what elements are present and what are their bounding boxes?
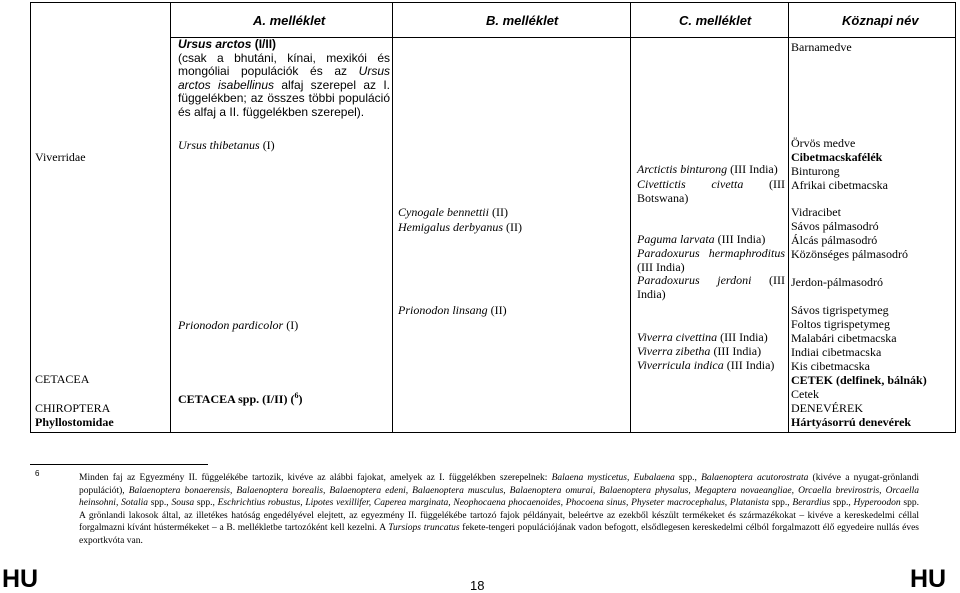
annex-a-ursus-thibetanus bbox=[178, 138, 275, 152]
footnote-species: Balaenoptera acutorostrata bbox=[701, 473, 809, 483]
footnote-species: Berardius bbox=[792, 498, 831, 508]
column-divider bbox=[788, 2, 789, 433]
annex-code: (I) bbox=[286, 318, 299, 332]
common-kozonseges-palmasodro: Közönséges pálmasodró bbox=[791, 247, 908, 261]
footnote-segment: spp. A grönlandi lakosok által, az illetékes hatóság engedélyével elejtett, az egyezmény II. függelékébe tartozó fajok példányait, beleértve az ezekből készült termékeket és származékokat – kivéve a kereskedelmi céllal forgalmazni kívánt hústermékeket – a B. mellékletbe tartozóként kell kezelni. A bbox=[79, 498, 919, 533]
annex-code: (III India) bbox=[717, 232, 766, 246]
species-name: Ursus arctos bbox=[178, 37, 252, 51]
header-annex-c: C. melléklet bbox=[679, 13, 752, 28]
header-common-name: Köznapi név bbox=[842, 13, 919, 28]
annex-c-civettictis bbox=[637, 178, 785, 205]
common-alcas-palmasodro: Álcás pálmasodró bbox=[791, 233, 878, 247]
annex-c-viverra-civettina bbox=[637, 331, 785, 345]
column-divider bbox=[392, 2, 393, 433]
footnote-segment: Minden faj az Egyezmény II. függelékébe tartozik, kivéve az alábbi fajokat, amelyek az I. függelékben szerepelnek: bbox=[79, 473, 552, 483]
annex-a-ursus-arctos bbox=[178, 38, 390, 119]
species-name: Viverra civettina bbox=[637, 330, 718, 344]
species-name: CETACEA spp. (I/II) ( bbox=[178, 392, 295, 406]
annex-code: (III India) bbox=[726, 358, 775, 372]
species-note: (csak a bhutáni, kínai, mexikói és mongóliai populációk és az bbox=[178, 50, 390, 78]
footer-country-right: HU bbox=[910, 565, 947, 593]
common-indiai-cibetmacska: Indiai cibetmacska bbox=[791, 345, 882, 359]
footnote-species: Hyperoodon bbox=[853, 498, 901, 508]
footnote-species: Eschrichtius robustus, Lipotes vexillifer, Caperea marginata, Neophocaena phocaenoides, Phocoena sinus, Physeter macrocephalus, Platanista bbox=[217, 498, 769, 508]
annex-code: (III India) bbox=[730, 162, 778, 176]
annex-code: (II) bbox=[506, 220, 522, 234]
annex-code: (I) bbox=[262, 138, 275, 152]
footnote-segment: spp., bbox=[674, 473, 697, 483]
footnote-segment: spp., bbox=[768, 498, 793, 508]
common-jerdon-palmasodro: Jerdon-pálmasodró bbox=[791, 275, 883, 289]
footnote-species: Balaena mysticetus, Eubalaena bbox=[551, 473, 675, 483]
common-savos-palmasodro: Sávos pálmasodró bbox=[791, 219, 879, 233]
column-divider bbox=[630, 2, 631, 433]
annex-c-viverricula bbox=[637, 359, 785, 373]
common-barnamedve: Barnamedve bbox=[791, 40, 852, 54]
species-name: Paradoxurus jerdoni bbox=[637, 273, 752, 287]
annex-code: (III India) bbox=[637, 259, 685, 274]
species-note: alfaj szerepel az I. függelékben; az összes többi populáció és alfaj a II. függelékben szerepel). bbox=[178, 77, 390, 119]
species-name: Civettictis civetta bbox=[637, 177, 744, 191]
annex-code: (III India) bbox=[637, 273, 785, 301]
common-cetek: Cetek bbox=[791, 387, 819, 401]
annex-a-prionodon-pardicolor bbox=[178, 318, 298, 332]
footnote-text bbox=[79, 472, 919, 547]
common-hartyasorru-denevérek: Hártyásorrú denevérek bbox=[791, 415, 912, 429]
footnote-segment: (kivéve a nyugat-grönlandi populációt), bbox=[79, 473, 920, 496]
species-name: Paguma larvata bbox=[637, 232, 715, 246]
annex-c-paguma bbox=[637, 233, 785, 247]
footnote-segment: spp., bbox=[830, 498, 854, 508]
species-name: Hemigalus derbyanus bbox=[398, 220, 503, 234]
annex-b-hemigalus bbox=[398, 220, 522, 234]
species-name: Prionodon pardicolor bbox=[178, 318, 284, 332]
species-name: Arctictis binturong bbox=[637, 162, 728, 176]
footnote-species: Tursiops truncatus bbox=[388, 523, 460, 533]
family-chiroptera: CHIROPTERA bbox=[35, 401, 111, 415]
annex-c-arctictis bbox=[637, 163, 785, 177]
annex-code: (III India) bbox=[720, 330, 768, 344]
annex-c-viverra-zibetha bbox=[637, 345, 785, 359]
footnote-segment: spp., bbox=[147, 498, 172, 508]
common-foltos-tigrispetymeg: Foltos tigrispetymeg bbox=[791, 317, 890, 331]
annex-b-cynogale bbox=[398, 205, 508, 219]
footnote-ref[interactable]: 6 bbox=[294, 391, 299, 400]
annex-code: (II) bbox=[491, 205, 508, 219]
species-name: Ursus arctos isabellinus bbox=[178, 64, 390, 92]
footnote-species: Sousa bbox=[171, 498, 195, 508]
common-savos-tigrispetymeg: Sávos tigrispetymeg bbox=[791, 303, 889, 317]
annex-code: (II) bbox=[490, 303, 507, 317]
common-cibetmacskafelek: Cibetmacskafélék bbox=[791, 150, 883, 164]
common-afrikai-cibetmacska: Afrikai cibetmacska bbox=[791, 178, 888, 192]
common-malabari-cibetmacska: Malabári cibetmacska bbox=[791, 331, 897, 345]
annex-c-paradoxurus-hermaphroditus bbox=[637, 247, 785, 274]
footnote-separator bbox=[30, 464, 208, 465]
species-name: Viverricula indica bbox=[637, 358, 724, 372]
header-annex-b: B. melléklet bbox=[486, 13, 559, 28]
column-divider bbox=[170, 2, 171, 433]
species-name: Viverra zibetha bbox=[637, 344, 711, 358]
common-orvos-medve: Örvös medve bbox=[791, 136, 856, 150]
common-kis-cibetmacska: Kis cibetmacska bbox=[791, 359, 870, 373]
species-name: Paradoxurus hermaphroditus bbox=[637, 246, 785, 260]
footnote-number: 6 bbox=[35, 469, 40, 478]
footer-country-left: HU bbox=[2, 565, 39, 593]
annex-code: (III India) bbox=[713, 344, 762, 358]
family-viverridae: Viverridae bbox=[35, 150, 86, 164]
species-name: Prionodon linsang bbox=[398, 303, 488, 317]
common-binturong: Binturong bbox=[791, 164, 840, 178]
species-name: Cynogale bennettii bbox=[398, 205, 489, 219]
bracket: ) bbox=[298, 392, 303, 406]
annex-c-paradoxurus-jerdoni bbox=[637, 274, 785, 301]
common-vidracibet: Vidracibet bbox=[791, 205, 841, 219]
footnote-segment: fekete-tengeri populációjának vadon befogott, elsődlegesen kereskedelmi célból forgalmazott élő egyedeire nullás éves exportkvóta van. bbox=[79, 523, 919, 546]
common-denevérek: DENEVÉREK bbox=[791, 401, 863, 415]
family-cetacea: CETACEA bbox=[35, 372, 90, 386]
common-cetek-full: CETEK (delfinek, bálnák) bbox=[791, 373, 927, 387]
annex-b-prionodon-linsang bbox=[398, 303, 507, 317]
annex-code: (I/II) bbox=[254, 37, 277, 51]
page-number: 18 bbox=[470, 578, 485, 593]
annex-code: (III Botswana) bbox=[637, 177, 785, 205]
footnote-species: Balaenoptera bonaerensis, Balaenoptera borealis, Balaenoptera edeni, Balaenoptera musculus, Balaenoptera omurai, Balaenoptera physalus, Megaptera novaeangliae, Orcaella brevirostris, Orcaella heinsohni, Sotalia bbox=[79, 485, 919, 508]
annex-a-cetacea-spp bbox=[178, 389, 302, 406]
header-annex-a: A. melléklet bbox=[253, 13, 326, 28]
species-name: Ursus thibetanus bbox=[178, 138, 260, 152]
family-phyllostomidae: Phyllostomidae bbox=[35, 415, 114, 429]
footnote-segment: spp., bbox=[194, 498, 218, 508]
